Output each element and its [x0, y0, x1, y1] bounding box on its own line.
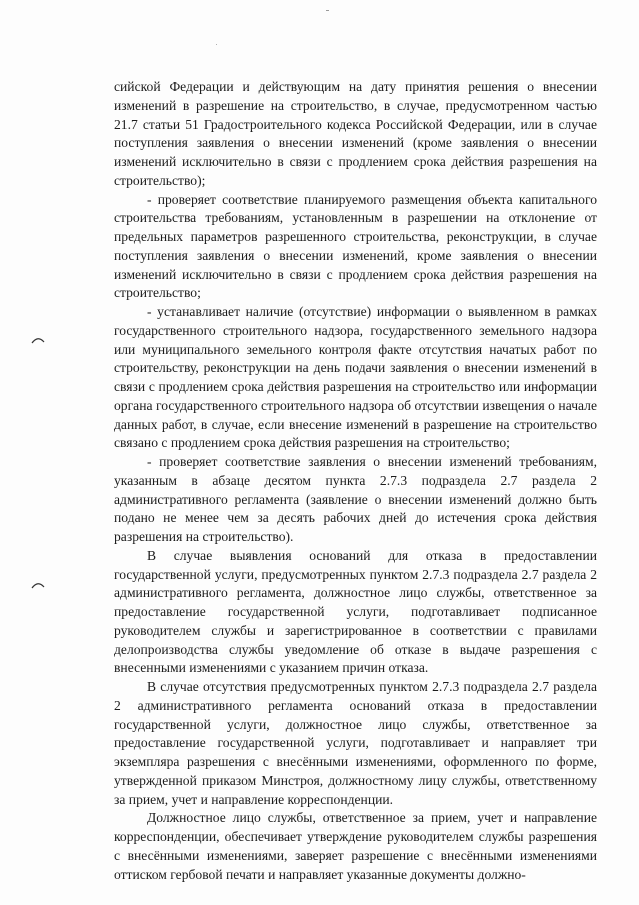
paragraph: - проверяет соответствие планируемого размещения объекта капитального строительства требованиям, установленным в разрешении на отклонение от предельных параметров разрешенного строительства, реконструкции, в случае поступления заявления о внесении изменений, кроме заявления о внесении изменений исключительно в связи с продлением срока действия разрешения на строительство;	[114, 191, 597, 301]
paragraph: - устанавливает наличие (отсутствие) информации о выявленном в рамках государственного строительного надзора, государственного земельного надзора или муниципального земельного контроля факте отсутствия начатых работ по строительству, реконструкции на день подачи заявления о внесении изменений в связи с продлением срока действия разрешения на строительство или информации органа государственного строительного надзора об отсутствии извещения о начале данных работ, в случае, если внесение изменений в разрешение на строительство связано с продлением срока действия разрешения на строительство;	[114, 304, 597, 451]
paragraph: сийской Федерации и действующим на дату принятия решения о внесении изменений в разрешение на строительство, в случае, предусмотренном частью 21.7 статьи 51 Градостроительного кодекса Российской Федерации, или в случае поступления заявления о внесении изменений (кроме заявления о внесении изменений исключительно в связи с продлением срока действия разрешения на строительство);	[114, 79, 597, 188]
paragraph: - проверяет соответствие заявления о внесении изменений требованиям, указанным в абзаце десятом пункта 2.7.3 подраздела 2.7 раздела 2 административного регламента (заявление о внесении изменений должно быть подано не менее чем за десять рабочих дней до истечения срока действия разрешения на строительство).	[114, 454, 597, 544]
paragraph: Должностное лицо службы, ответственное за прием, учет и направление корреспонденции, обеспечивает утверждение руководителем службы разрешения с внесёнными изменениями, заверяет разрешение с внесёнными изменениями оттиском гербовой печати и направляет указанные документы должно-	[114, 810, 597, 882]
document-body	[114, 78, 597, 884]
paragraph: В случае отсутствия предусмотренных пунктом 2.7.3 подраздела 2.7 раздела 2 административного регламента оснований отказа в предоставлении государственной услуги, должностное лицо службы, ответственное за предоставление государственной услуги, подготавливает и направляет три экземпляра разрешения с внесёнными изменениями, оформленного по форме, утвержденной приказом Минстроя, должностному лицу службы, ответственному за прием, учет и направление корреспонденции.	[114, 679, 597, 807]
scan-mark	[326, 10, 329, 11]
punch-hole-mark-icon	[30, 578, 46, 594]
paragraph: В случае выявления оснований для отказа в предоставлении государственной услуги, предусмотренных пунктом 2.7.3 подраздела 2.7 раздела 2 административного регламента, должностное лицо службы, ответственное за предоставление государственной услуги, подготавливает подписанное руководителем службы и зарегистрированное в соответствии с правилами делопроизводства службы уведомление об отказе в выдаче разрешения с внесенными изменениями с указанием причин отказа.	[114, 547, 597, 676]
scan-dot	[216, 44, 217, 45]
punch-hole-mark-icon	[30, 333, 46, 349]
